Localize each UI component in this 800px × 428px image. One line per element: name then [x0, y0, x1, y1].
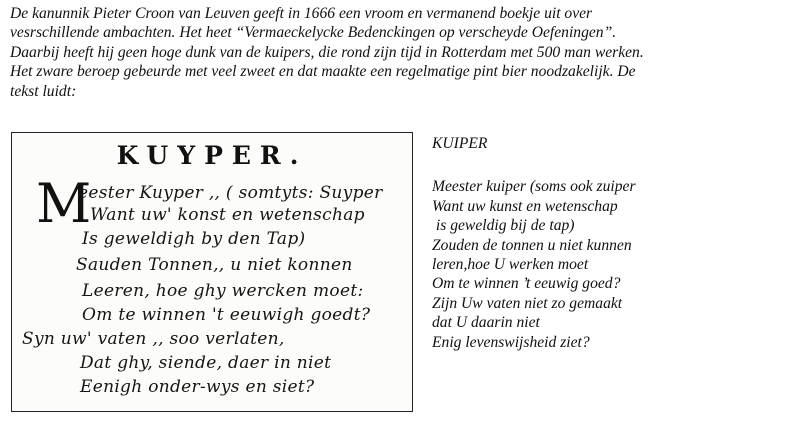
translation-line: Om te winnen ’t eeuwig goed? — [432, 275, 621, 293]
translation-line: leren,hoe U werken moet — [432, 256, 589, 274]
intro-line: De kanunnik Pieter Croon van Leuven geeft in 1666 een vroom en vermanend boekje uit over — [10, 5, 593, 22]
original-line: eester Kuyper ,, ( somtyts: Suyper — [78, 183, 383, 203]
intro-paragraph — [10, 4, 795, 101]
modern-translation — [432, 134, 636, 352]
translation-line: Want uw kunst en wetenschap — [432, 197, 618, 215]
translation-line: Meester kuiper (soms ook zuiper — [432, 178, 636, 196]
original-line: Is geweldigh by den Tap) — [82, 229, 306, 249]
scanned-original-text — [11, 132, 413, 412]
intro-line: tekst luidt: — [10, 82, 77, 100]
original-line: Syn uw' vaten ,, soo verlaten, — [22, 329, 285, 349]
translation-line: Zijn Uw vaten niet zo gemaakt — [432, 294, 623, 312]
original-line: Want uw' konst en wetenschap — [90, 205, 365, 225]
translation-heading: KUIPER — [432, 135, 488, 152]
translation-line: is geweldig bij de tap) — [432, 217, 575, 235]
intro-line: vesrschillende ambachten. Het heet “Vermaeckelycke Bedenckingen op verscheyde Oefeningen”. — [10, 24, 617, 42]
intro-line: Daarbij heeft hij geen hoge dunk van de kuipers, die rond zijn tijd in Rotterdam met 500 man werken. — [10, 43, 644, 61]
translation-line: dat U daarin niet — [432, 314, 540, 332]
translation-line: Enig levenswijsheid ziet? — [432, 333, 590, 351]
original-line: Sauden Tonnen,, u niet konnen — [76, 255, 353, 275]
original-line: Dat ghy, siende, daer in niet — [80, 353, 332, 373]
original-line: Om te winnen 't eeuwigh goedt? — [82, 305, 371, 325]
original-title: KUYPER. — [116, 141, 308, 170]
intro-line: Het zware beroep gebeurde met veel zweet en dat maakte een regelmatige pint bier noodzakelijk. De — [10, 63, 636, 81]
translation-line: Zouden de tonnen u niet kunnen — [432, 236, 632, 254]
drop-cap: M — [36, 172, 92, 235]
original-line: Eenigh onder-wys en siet? — [80, 377, 315, 397]
original-line: Leeren, hoe ghy wercken moet: — [82, 281, 364, 301]
